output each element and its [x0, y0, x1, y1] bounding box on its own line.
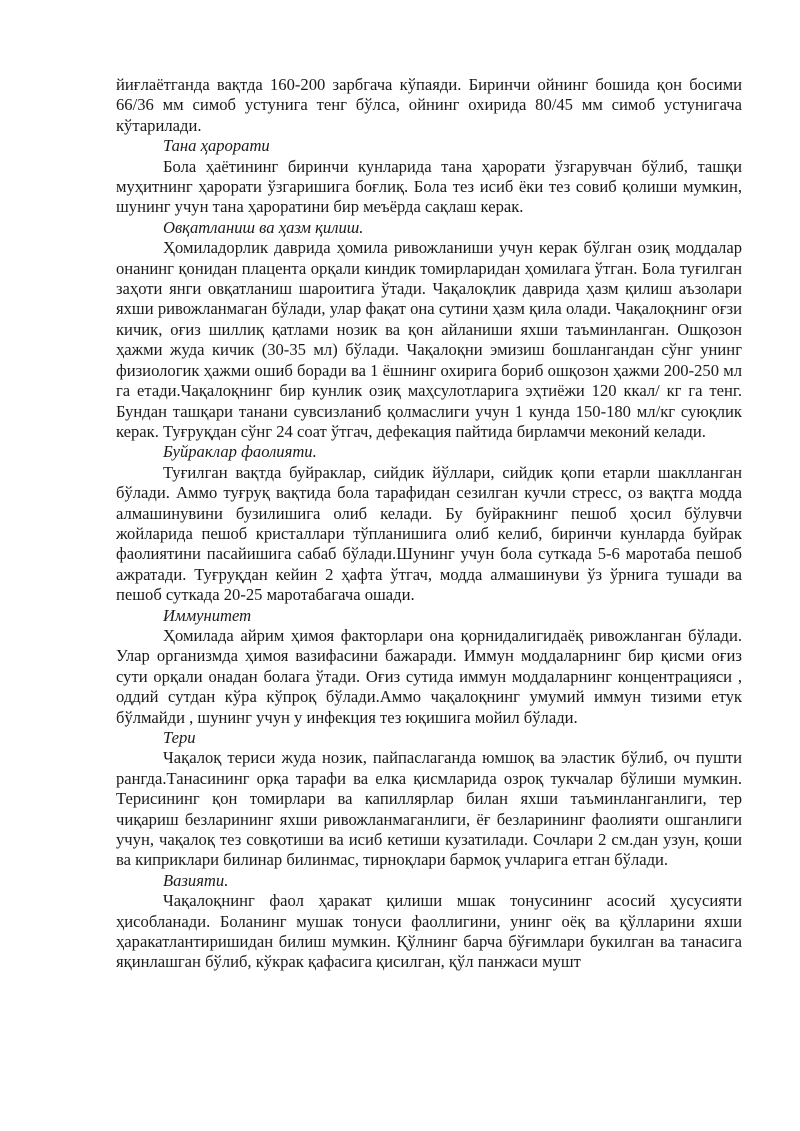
- section-body-temperature: [116, 136, 742, 218]
- section-paragraph: Ҳомилада айрим ҳимоя факторлари она қорнидалигидаёқ ривожланган бўлади. Улар организмда ҳимоя вазифасини бажаради. Иммун моддаларнинг бир қисми оғиз сути орқали онадан болага ўтади. Оғиз сутида иммун моддаларнинг концентрацияси , оддий сутдан кўра кўпроқ бўлади.Аммо чақалоқнинг умумий иммун тизими етук бўлмайди , шунинг учун у инфекция тез юқишига мойил бўлади.: [116, 625, 742, 727]
- section-skin: [116, 728, 742, 871]
- section-heading: Тери: [163, 728, 196, 747]
- section-paragraph: Чақалоқнинг фаол ҳаракат қилиши мшак тонусининг асосий ҳусусияти ҳисобланади. Боланинг мушак тонуси фаоллигини, унинг оёқ ва қўлларини яхши ҳаракатлантиришидан билиш мумкин. Қўлнинг барча бўғимлари букилган ва танасига яқинлашган бўлиб, кўкрак қафасига қисилган, қўл панжаси мушт: [116, 891, 742, 972]
- section-heading: Буйраклар фаолияти.: [163, 442, 317, 462]
- section-digestion: [116, 218, 742, 442]
- opening-paragraph: йиғлаётганда вақтда 160-200 зарбгача кўпаяди. Биринчи ойнинг бошида қон босими 66/36 мм симоб устунига тенг бўлса, ойнинг охирида 80/45 мм симоб устунигача кўтарилади.: [116, 75, 742, 135]
- section-kidney-function: [116, 442, 742, 605]
- section-heading: Тана ҳарорати: [163, 136, 270, 156]
- section-heading: Овқатланиш ва ҳазм қилиш.: [163, 217, 364, 237]
- section-heading: Иммунитет: [163, 605, 252, 625]
- section-paragraph: Бола ҳаётининг биринчи кунларида тана ҳарорати ўзгарувчан бўлиб, ташқи муҳитнинг ҳарорати ўзгаришига боғлиқ. Бола тез исиб ёки тез совиб қолиши мумкин, шунинг учун тана ҳароратини бир меъёрда сақлаш керак.: [116, 156, 742, 217]
- section-paragraph: Чақалоқ териси жуда нозик, пайпаслаганда юмшоқ ва эластик бўлиб, оч пушти рангда.Танасининг орқа тарафи ва елка қисмларида озроқ тукчалар бўлиши мумкин. Терисининг қон томирлари ва капиллярлар билан яхши таъминланганлиги, тер чиқариш безларининг яхши ривожланмаганлиги, ёғ безларининг фаолияти ошганлиги учун, чақалоқ тез совқотиши ва исиб кетиши кузатилади. Сочлари 2 см.дан узун, қоши ва киприклари билинар билинмас, тирноқлари бармоқ учларига етган бўлади.: [116, 748, 742, 870]
- section-immunity: [116, 606, 742, 728]
- section-posture: [116, 871, 742, 973]
- section-heading: Вазияти.: [163, 870, 229, 890]
- section-paragraph: Ҳомиладорлик даврида ҳомила ривожланиши учун керак бўлган озиқ моддалар онанинг қонидан плацента орқали киндик томирларидан ҳомилага ўтган. Бола туғилган заҳоти янги овқатланиш шароитига ўтади. Чақалоқлик даврида ҳазм қилиш аъзолари яхши ривожланмаган бўлади, улар фақат она сутини ҳазм қила олади. Чақалоқнинг оғзи кичик, оғиз шиллиқ қатлами нозик ва қон айланиши яхши таъминланган. Ошқозон ҳажми жуда кичик (30-35 мл) бўлади. Чақалоқни эмизиш бошлангандан сўнг унинг физиологик ҳажми ошиб боради ва 1 ёшнинг охирига бориб ошқозон ҳажми 200-250 мл га етади.Чақалоқнинг бир кунлик озиқ маҳсулотларига эҳтиёжи 120 ккал/ кг га тенг. Бундан ташқари танани сувсизланиб қолмаслиги учун 1 кунда 150-180 мл/кг суюқлик керак. Туғруқдан сўнг 24 соат ўтгач, дефекация пайтида бирламчи меконий келади.: [116, 238, 742, 441]
- section-paragraph: Туғилган вақтда буйраклар, сийдик йўллари, сийдик қопи етарли шаклланган бўлади. Аммо туғруқ вақтида бола тарафидан сезилган кучли стресс, оз вақтга модда алмашинувини бузилишига олиб келади. Бу буйракнинг пешоб ҳосил бўлувчи жойларида пешоб кристаллари тўпланишига олиб келиб, биринчи кунларда буйрак фаолиятини пасайишига сабаб бўлади.Шунинг учун бола суткада 5-6 маротаба пешоб ажратади. Туғруқдан кейин 2 ҳафта ўтгач, модда алмашинуви ўз ўрнига тушади ва пешоб суткада 20-25 маротабагача ошади.: [116, 462, 742, 605]
